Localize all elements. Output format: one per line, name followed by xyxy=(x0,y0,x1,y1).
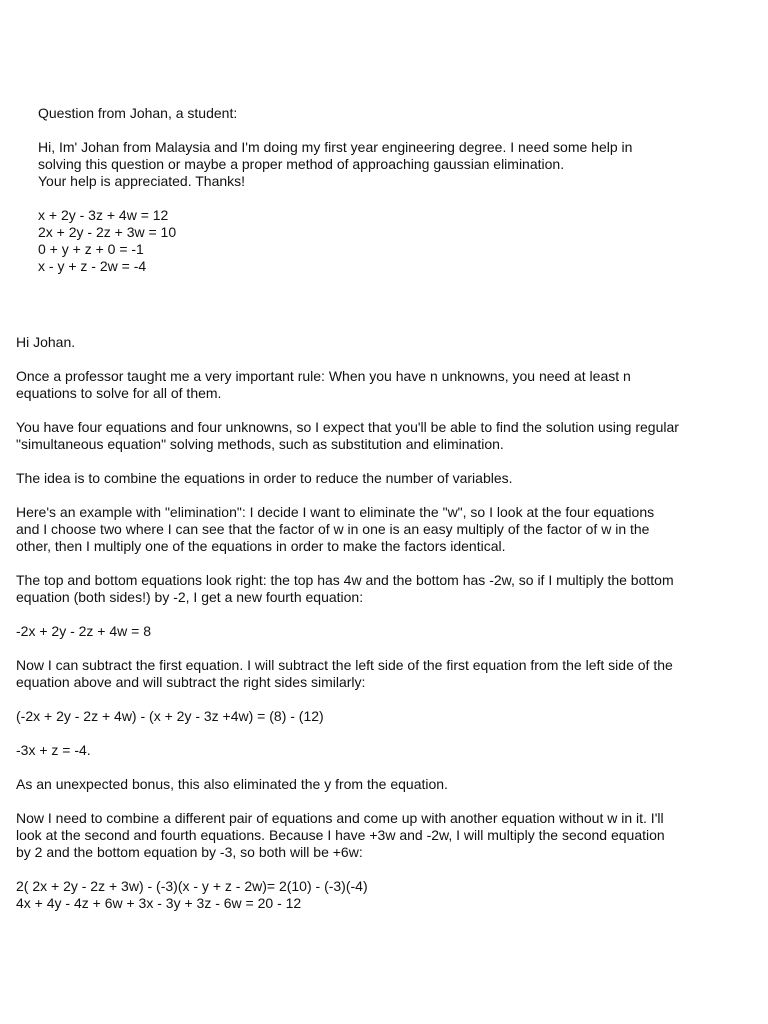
answer-paragraph: As an unexpected bonus, this also eliminated the y from the equation. xyxy=(16,776,448,792)
question-equations xyxy=(38,207,738,275)
question-body: Hi, Im' Johan from Malaysia and I'm doing my first year engineering degree. I need some help in solving this question or maybe a proper method of approaching gaussian elimination. Your help is appreciated. Thanks! xyxy=(38,139,633,189)
equation-4: x - y + z - 2w = -4 xyxy=(38,258,147,274)
answer-paragraph: Now I need to combine a different pair of equations and come up with another equation without w in it. I'll look at the second and fourth equations. Because I have +3w and -2w, I will multiply the second equation by 2 and the bottom equation by -3, so both will be +6w: xyxy=(16,810,665,860)
answer-equation: 4x + 4y - 4z + 6w + 3x - 3y + 3z - 6w = 20 - 12 xyxy=(16,895,302,911)
equation-1: x + 2y - 3z + 4w = 12 xyxy=(38,207,169,223)
equation-3: 0 + y + z + 0 = -1 xyxy=(38,241,144,257)
answer-greeting: Hi Johan. xyxy=(16,334,76,350)
equation-2: 2x + 2y - 2z + 3w = 10 xyxy=(38,224,177,240)
answer-equation: -3x + z = -4. xyxy=(16,742,91,758)
answer-paragraph: Once a professor taught me a very important rule: When you have n unknowns, you need at least n equations to solve for all of them. xyxy=(16,368,631,401)
answer-section xyxy=(16,334,756,912)
answer-paragraph: You have four equations and four unknowns, so I expect that you'll be able to find the solution using regular "simultaneous equation" solving methods, such as substitution and elimination. xyxy=(16,419,679,452)
answer-equation: (-2x + 2y - 2z + 4w) - (x + 2y - 3z +4w) = (8) - (12) xyxy=(16,708,324,724)
answer-equation: 2( 2x + 2y - 2z + 3w) - (-3)(x - y + z - 2w)= 2(10) - (-3)(-4) xyxy=(16,878,368,894)
answer-paragraph: The top and bottom equations look right: the top has 4w and the bottom has -2w, so if I multiply the bottom equation (both sides!) by -2, I get a new fourth equation: xyxy=(16,572,674,605)
question-section xyxy=(38,105,738,292)
answer-paragraph: The idea is to combine the equations in order to reduce the number of variables. xyxy=(16,470,513,486)
answer-equation: -2x + 2y - 2z + 4w = 8 xyxy=(16,623,152,639)
answer-paragraph: Now I can subtract the first equation. I will subtract the left side of the first equation from the left side of the equation above and will subtract the right sides similarly: xyxy=(16,657,673,690)
question-header: Question from Johan, a student: xyxy=(38,105,238,121)
answer-paragraph: Here's an example with "elimination": I decide I want to eliminate the "w", so I look at the four equations and I choose two where I can see that the factor of w in one is an easy multiply of the factor of w in the other, then I multiply one of the equations in order to make the factors identical. xyxy=(16,504,655,554)
